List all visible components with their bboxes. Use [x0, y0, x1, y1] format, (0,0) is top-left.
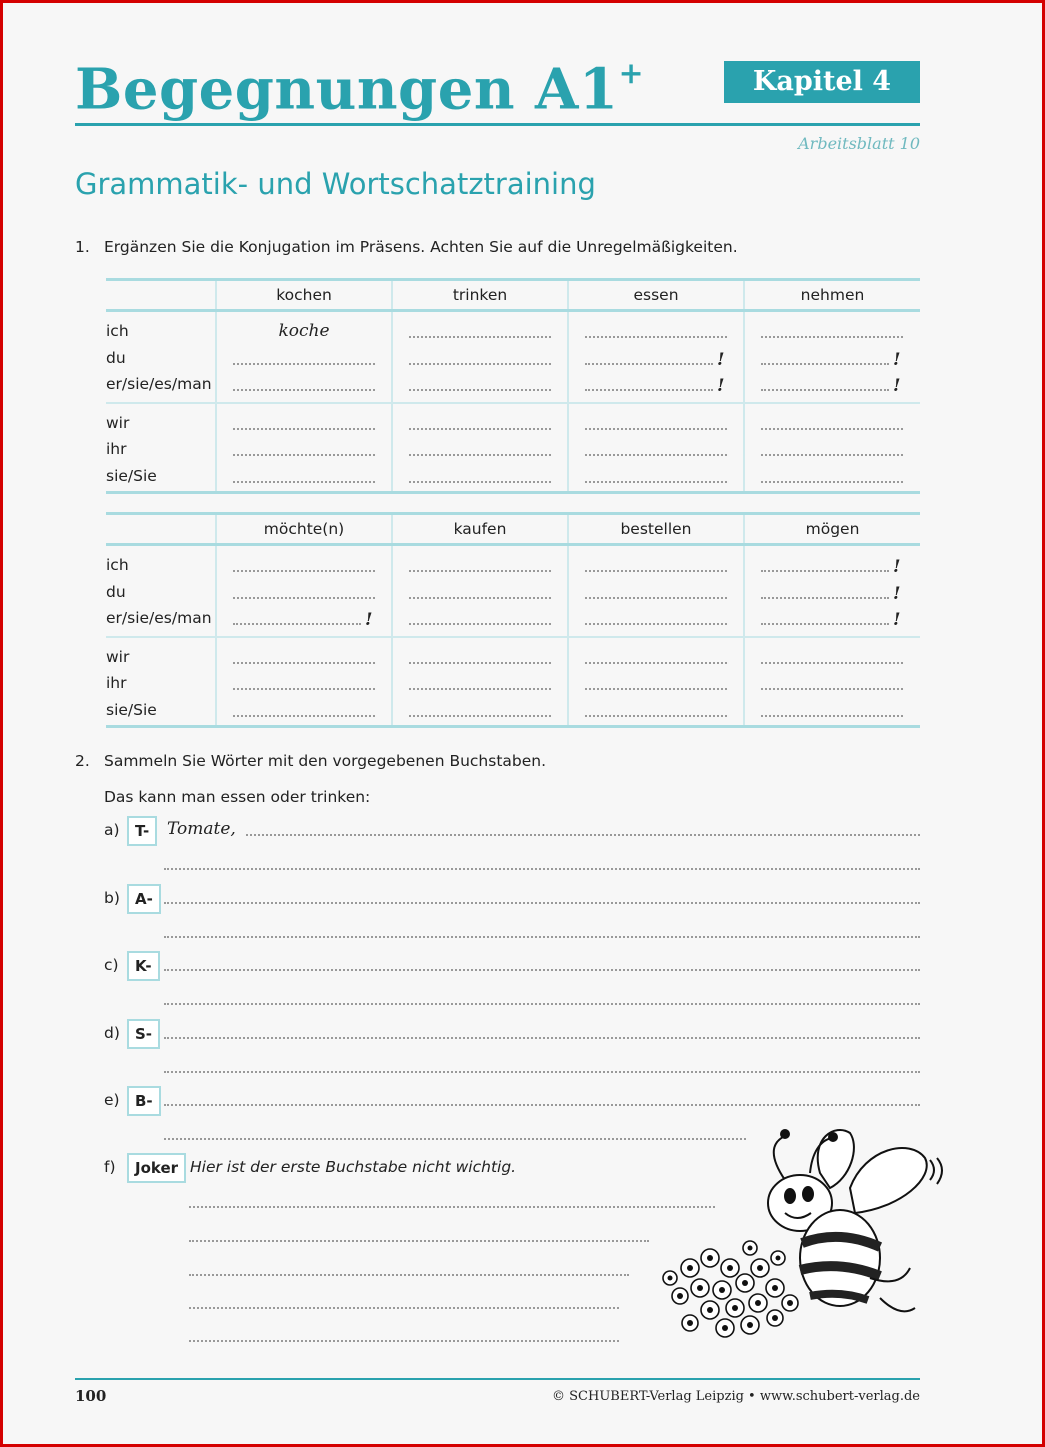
answer-line[interactable]	[585, 481, 727, 483]
answer-line[interactable]	[409, 688, 551, 690]
answer-line[interactable]	[585, 688, 727, 690]
answer-line[interactable]	[585, 597, 727, 599]
copyright: © SCHUBERT-Verlag Leipzig • www.schubert-verlag.de	[552, 1389, 920, 1404]
answer-line[interactable]	[761, 454, 903, 456]
exercise1-number: 1.	[75, 238, 90, 256]
cell-essen-singular	[568, 311, 744, 403]
conjugation-table-1	[106, 278, 920, 494]
answer-line[interactable]	[409, 715, 551, 717]
table2-singular-row	[106, 545, 920, 637]
answer-line[interactable]	[409, 662, 551, 664]
table2-plural-row	[106, 637, 920, 727]
answer-line[interactable]	[409, 570, 551, 572]
item-f-label: f)	[104, 1158, 116, 1176]
pronoun-column	[106, 311, 216, 403]
answer-line[interactable]	[409, 623, 551, 625]
irregular-mark: !	[893, 583, 901, 604]
joker-hint: Hier ist der erste Buchstabe nicht wichtig.	[190, 1158, 517, 1176]
pronoun-ihr: ihr	[106, 674, 127, 692]
answer-line[interactable]	[761, 389, 889, 391]
pronoun-er-sie-es-man: er/sie/es/man	[106, 609, 212, 627]
irregular-mark: !	[717, 349, 725, 370]
exercise2-subtitle: Das kann man essen oder trinken:	[104, 788, 371, 806]
answer-line[interactable]	[409, 454, 551, 456]
answer-line[interactable]	[585, 389, 713, 391]
answer-line[interactable]	[246, 834, 920, 836]
answer-line[interactable]	[585, 363, 713, 365]
answer-line[interactable]	[189, 1340, 619, 1342]
answer-line[interactable]	[164, 868, 920, 870]
answer-line[interactable]	[585, 336, 727, 338]
exercise2-instruction: Sammeln Sie Wörter mit den vorgegebenen Buchstaben.	[104, 752, 547, 770]
answer-line[interactable]	[761, 363, 889, 365]
pronoun-column	[106, 637, 216, 727]
table2-verb-moegen: mögen	[744, 514, 920, 545]
pronoun-sie-Sie: sie/Sie	[106, 466, 157, 485]
pronoun-du: du	[106, 348, 126, 367]
item-c-label: c)	[104, 956, 119, 974]
answer-line[interactable]	[189, 1206, 715, 1208]
exercise2-number: 2.	[75, 752, 90, 770]
irregular-mark: !	[893, 376, 901, 396]
item-d-letter: S-	[127, 1019, 160, 1049]
answer-line[interactable]	[233, 428, 375, 430]
answer-line[interactable]	[761, 715, 903, 717]
exercise1-instruction: Ergänzen Sie die Konjugation im Präsens. Achten Sie auf die Unregelmäßigkeiten.	[104, 238, 738, 256]
answer-line[interactable]	[409, 363, 551, 365]
answer-line[interactable]	[233, 389, 375, 391]
answer-line[interactable]	[761, 428, 903, 430]
example-answer: koche	[278, 321, 330, 341]
table1-singular-row	[106, 311, 920, 403]
conjugation-table-2	[106, 512, 920, 728]
answer-line[interactable]	[761, 570, 889, 572]
cell-nehmen-singular	[744, 311, 920, 403]
answer-line[interactable]	[585, 662, 727, 664]
answer-line[interactable]	[189, 1240, 649, 1242]
answer-line[interactable]	[164, 902, 920, 904]
answer-line[interactable]	[761, 662, 903, 664]
irregular-mark: !	[893, 557, 901, 577]
pronoun-column	[106, 545, 216, 637]
pronoun-ihr: ihr	[106, 440, 127, 458]
page-number: 100	[75, 1387, 107, 1405]
answer-line[interactable]	[761, 481, 903, 483]
cell-moegen-singular	[744, 545, 920, 637]
answer-line[interactable]	[761, 336, 903, 338]
pronoun-du: du	[106, 582, 126, 601]
answer-line[interactable]	[233, 481, 375, 483]
table2-verb-moechten: möchte(n)	[216, 514, 392, 545]
cell-essen-plural	[568, 403, 744, 493]
answer-line[interactable]	[409, 428, 551, 430]
item-a-letter: T-	[127, 816, 157, 846]
answer-line[interactable]	[585, 623, 727, 625]
answer-line[interactable]	[233, 363, 375, 365]
answer-line[interactable]	[409, 336, 551, 338]
table2-header-row	[106, 514, 920, 545]
answer-line[interactable]	[233, 715, 375, 717]
item-e-label: e)	[104, 1091, 120, 1109]
answer-line[interactable]	[761, 597, 889, 599]
answer-line[interactable]	[409, 597, 551, 599]
cell-bestellen-singular	[568, 545, 744, 637]
answer-line[interactable]	[189, 1307, 619, 1309]
joker-box: Joker	[127, 1153, 186, 1183]
item-b-letter: A-	[127, 884, 161, 914]
worksheet-number: Arbeitsblatt 10	[798, 134, 920, 153]
answer-line[interactable]	[164, 1071, 920, 1073]
answer-line[interactable]	[233, 570, 375, 572]
pronoun-ich: ich	[106, 556, 129, 574]
table1-plural-row	[106, 403, 920, 493]
cell-moechten-plural	[216, 637, 392, 727]
answer-line[interactable]	[164, 1037, 920, 1039]
answer-line[interactable]	[189, 1274, 629, 1276]
pronoun-wir: wir	[106, 413, 130, 432]
answer-line[interactable]	[409, 481, 551, 483]
table1-header-row	[106, 280, 920, 311]
answer-line[interactable]	[585, 715, 727, 717]
irregular-mark: !	[365, 610, 373, 630]
table2-verb-bestellen: bestellen	[568, 514, 744, 545]
irregular-mark: !	[893, 610, 901, 630]
item-c-letter: K-	[127, 951, 160, 981]
table1-corner	[106, 280, 216, 311]
cell-trinken-singular	[392, 311, 568, 403]
item-d-label: d)	[104, 1024, 120, 1042]
bee-with-flowers-illustration	[650, 1118, 945, 1348]
answer-line[interactable]	[585, 428, 727, 430]
answer-line[interactable]	[233, 688, 375, 690]
pronoun-ich: ich	[106, 322, 129, 340]
cell-moegen-plural	[744, 637, 920, 727]
answer-line[interactable]	[233, 597, 375, 599]
item-a-label: a)	[104, 821, 120, 839]
answer-line[interactable]	[164, 1104, 920, 1106]
cell-nehmen-plural	[744, 403, 920, 493]
table1-verb-kochen: kochen	[216, 280, 392, 311]
answer-line[interactable]	[409, 389, 551, 391]
answer-line[interactable]	[233, 623, 361, 625]
table1-verb-trinken: trinken	[392, 280, 568, 311]
answer-line[interactable]	[761, 623, 889, 625]
answer-line[interactable]	[585, 454, 727, 456]
pronoun-column	[106, 403, 216, 493]
irregular-mark: !	[717, 376, 725, 396]
table2-verb-kaufen: kaufen	[392, 514, 568, 545]
cell-kochen-singular	[216, 311, 392, 403]
pronoun-wir: wir	[106, 647, 130, 666]
cell-kaufen-plural	[392, 637, 568, 727]
pronoun-sie-Sie: sie/Sie	[106, 700, 157, 719]
item-b-label: b)	[104, 889, 120, 907]
table1-verb-essen: essen	[568, 280, 744, 311]
answer-line[interactable]	[164, 1003, 920, 1005]
item-a-example: Tomate,	[167, 819, 236, 839]
pronoun-er-sie-es-man: er/sie/es/man	[106, 375, 212, 393]
cell-kochen-plural	[216, 403, 392, 493]
section-title: Grammatik- und Wortschatztraining	[75, 167, 596, 201]
answer-line[interactable]	[761, 688, 903, 690]
item-e-letter: B-	[127, 1086, 161, 1116]
header-rule	[75, 123, 920, 126]
answer-line[interactable]	[164, 936, 920, 938]
answer-line[interactable]	[233, 454, 375, 456]
cell-trinken-plural	[392, 403, 568, 493]
cell-kaufen-singular	[392, 545, 568, 637]
answer-line[interactable]	[164, 969, 920, 971]
chapter-badge: Kapitel 4	[724, 61, 920, 103]
cell-moechten-singular	[216, 545, 392, 637]
irregular-mark: !	[893, 349, 901, 370]
table1-verb-nehmen: nehmen	[744, 280, 920, 311]
table2-corner	[106, 514, 216, 545]
footer-rule	[75, 1378, 920, 1380]
cell-bestellen-plural	[568, 637, 744, 727]
book-title: Begegnungen A1+	[75, 56, 645, 123]
answer-line[interactable]	[233, 662, 375, 664]
answer-line[interactable]	[585, 570, 727, 572]
